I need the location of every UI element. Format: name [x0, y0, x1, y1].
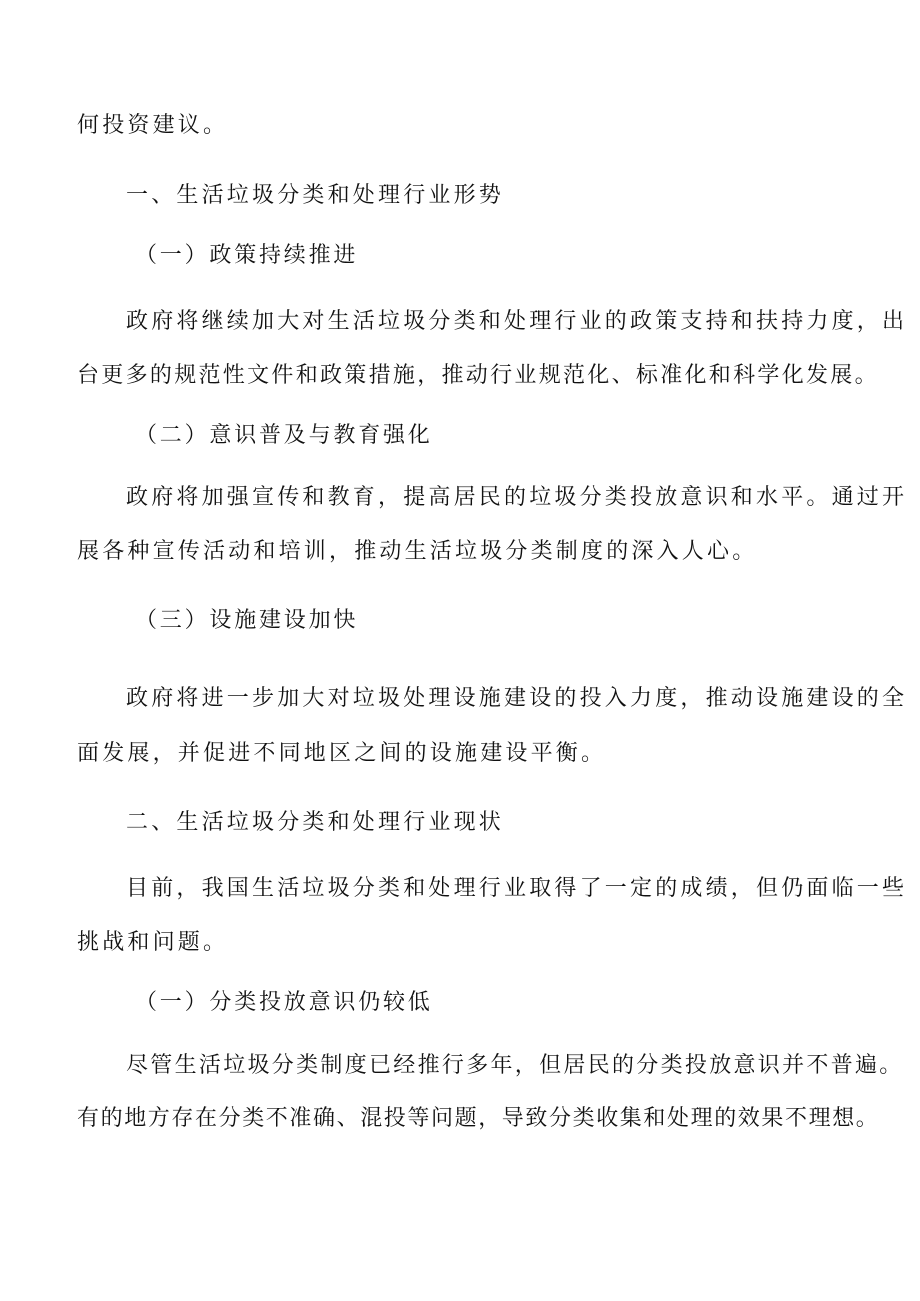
paragraph-line: 政府将加强宣传和教育，提高居民的垃圾分类投放意识和水平。通过开 [126, 485, 908, 510]
paragraph-line: 台更多的规范性文件和政策措施，推动行业规范化、标准化和科学化发展。 [77, 363, 879, 388]
paragraph-line: 政府将进一步加大对垃圾处理设施建设的投入力度，推动设施建设的全 [126, 686, 908, 711]
paragraph-line: 尽管生活垃圾分类制度已经推行多年，但居民的分类投放意识并不普遍。 [126, 1053, 904, 1078]
paragraph-line: 目前，我国生活垃圾分类和处理行业取得了一定的成绩，但仍面临一些 [126, 876, 908, 901]
paragraph-line: 有的地方存在分类不准确、混投等问题，导致分类收集和处理的效果不理想。 [77, 1106, 880, 1131]
paragraph-line: 政府将继续加大对生活垃圾分类和处理行业的政策支持和扶持力度，出 [126, 309, 908, 334]
paragraph-line: 何投资建议。 [77, 113, 229, 138]
section-heading: 二、生活垃圾分类和处理行业现状 [126, 810, 505, 835]
paragraph-line: 展各种宣传活动和培训，推动生活垃圾分类制度的深入人心。 [77, 539, 758, 564]
subsection-heading: （二）意识普及与教育强化 [135, 423, 433, 448]
paragraph-line: 面发展，并促进不同地区之间的设施建设平衡。 [77, 741, 607, 766]
paragraph-line: 挑战和问题。 [77, 930, 229, 955]
section-heading: 一、生活垃圾分类和处理行业形势 [126, 183, 505, 208]
subsection-heading: （一）政策持续推进 [135, 243, 359, 268]
subsection-heading: （一）分类投放意识仍较低 [135, 990, 433, 1015]
subsection-heading: （三）设施建设加快 [135, 608, 359, 633]
